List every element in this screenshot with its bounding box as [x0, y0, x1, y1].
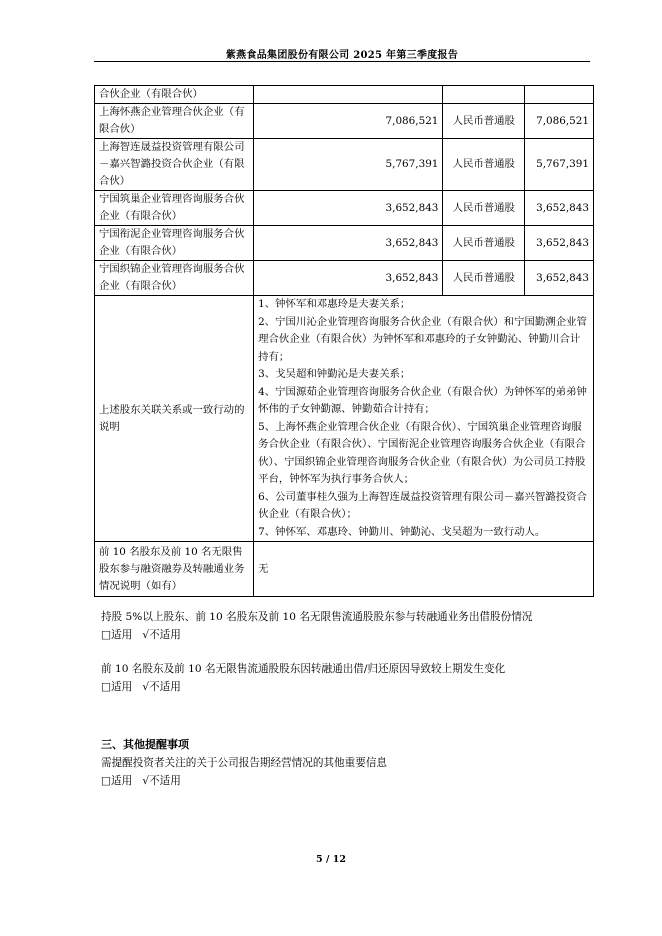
- share-count: 3,652,843: [254, 191, 443, 226]
- relation-note: 4、宁国源茹企业管理咨询服务合伙企业（有限合伙）为钟怀军的弟弟钟怀伟的子女钟勤源、钟勤茹合计持有；: [258, 385, 587, 415]
- shareholder-name: 合伙企业（有限合伙）: [95, 86, 254, 104]
- share-type: 人民币普通股: [443, 139, 525, 191]
- other-section: [101, 736, 591, 790]
- lending-options: [101, 626, 591, 644]
- share-type: 人民币普通股: [443, 261, 525, 296]
- share-count: 5,767,391: [254, 139, 443, 191]
- change-section: [101, 660, 591, 696]
- relation-note: 5、上海怀燕企业管理合伙企业（有限合伙）、宁国筑巢企业管理咨询服务合伙企业（有限合伙）、宁国衔泥企业管理咨询服务合伙企业（有限合伙）、宁国织锦企业管理咨询服务合伙企业（有限合伙）为公司员工持股平台，钟怀军为执行事务合伙人；: [258, 420, 586, 485]
- table-row: [95, 86, 594, 104]
- applicable-option: □适用: [101, 681, 133, 693]
- table-row: [95, 191, 594, 226]
- share-type: 人民币普通股: [443, 226, 525, 261]
- share-type-count: 3,652,843: [525, 261, 594, 296]
- relation-note: 2、宁国川沁企业管理咨询服务合伙企业（有限合伙）和宁国勤溯企业管理合伙企业（有限合伙）为钟怀军和邓惠玲的子女钟勤沁、钟勤川合计持有；: [258, 315, 587, 363]
- share-count: 3,652,843: [254, 261, 443, 296]
- share-type-count: 7,086,521: [525, 104, 594, 139]
- page-number: 5 / 12: [316, 854, 346, 865]
- share-count: 3,652,843: [254, 226, 443, 261]
- shareholder-name: 上海智连晟益投资管理有限公司－嘉兴智潞投资合伙企业（有限合伙）: [95, 139, 254, 191]
- relation-note: 1、钟怀军和邓惠玲是夫妻关系；: [258, 298, 411, 310]
- lending-text: 持股 5%以上股东、前 10 名股东及前 10 名无限售流通股股东参与转融通业务出借股份情况: [101, 611, 533, 623]
- margin-label: 前 10 名股东及前 10 名无限售股东参与融资融券及转融通业务情况说明（如有）: [95, 542, 254, 597]
- section-title: 三、其他提醒事项: [101, 738, 189, 751]
- lending-section: [101, 608, 591, 644]
- relation-note: 6、公司董事桂久强为上海智连晟益投资管理有限公司－嘉兴智潞投资合伙企业（有限合伙）；: [258, 490, 587, 520]
- report-header: 紫燕食品集团股份有限公司 2025 年第三季度报告: [225, 50, 459, 61]
- applicable-option: □适用: [101, 775, 133, 787]
- other-text: 需提醒投资者关注的关于公司报告期经营情况的其他重要信息: [101, 757, 388, 769]
- margin-value: 无: [254, 542, 594, 597]
- not-applicable-option: √不适用: [142, 629, 181, 641]
- relation-notes: [254, 296, 594, 542]
- table-row: [95, 104, 594, 139]
- change-options: [101, 678, 591, 696]
- applicable-option: □适用: [101, 629, 133, 641]
- other-options: [101, 772, 591, 790]
- share-type: 人民币普通股: [443, 104, 525, 139]
- relation-label: 上述股东关联关系或一致行动的说明: [95, 296, 254, 542]
- table-row: [95, 139, 594, 191]
- shareholder-name: 宁国衔泥企业管理咨询服务合伙企业（有限合伙）: [95, 226, 254, 261]
- relation-note: 3、戈吴超和钟勤沁是夫妻关系；: [258, 368, 411, 380]
- shareholder-name: 宁国筑巢企业管理咨询服务合伙企业（有限合伙）: [95, 191, 254, 226]
- not-applicable-option: √不适用: [142, 681, 181, 693]
- not-applicable-option: √不适用: [142, 775, 181, 787]
- share-type-count: 3,652,843: [525, 226, 594, 261]
- table-row: [95, 261, 594, 296]
- shareholder-table: [94, 85, 594, 597]
- shareholder-name: 上海怀燕企业管理合伙企业（有限合伙）: [95, 104, 254, 139]
- share-type-count: 3,652,843: [525, 191, 594, 226]
- change-text: 前 10 名股东及前 10 名无限售流通股股东因转融通出借/归还原因导致较上期发生变化: [101, 663, 506, 675]
- share-count: 7,086,521: [254, 104, 443, 139]
- header-divider: [94, 61, 590, 62]
- share-type-count: 5,767,391: [525, 139, 594, 191]
- relation-note: 7、钟怀军、邓惠玲、钟勤川、钟勤沁、戈吴超为一致行动人。: [258, 525, 546, 538]
- table-row: [95, 226, 594, 261]
- share-type: 人民币普通股: [443, 191, 525, 226]
- table-row: [95, 542, 594, 597]
- shareholder-name: 宁国织锦企业管理咨询服务合伙企业（有限合伙）: [95, 261, 254, 296]
- table-row: [95, 296, 594, 542]
